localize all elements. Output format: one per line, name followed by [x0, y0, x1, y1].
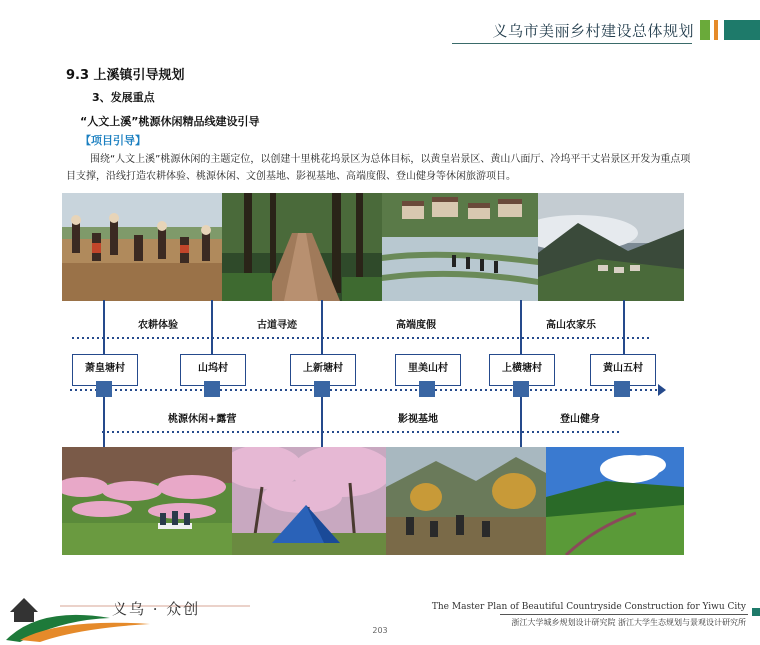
village-box: 上新塘村 [290, 354, 356, 386]
footer-institutes: 浙江大学城乡规划设计研究院 浙江大学生态规划与景观设计研究所 [511, 618, 746, 627]
connector-line [623, 300, 625, 354]
connector-line [103, 397, 105, 448]
bottom-category-label: 登山健身 [560, 414, 600, 425]
connector-line [321, 397, 323, 448]
connector-line [321, 300, 323, 354]
route-node [314, 381, 330, 397]
village-box: 上横塘村 [489, 354, 555, 386]
tourism-route-diagram [62, 300, 684, 448]
page-number: 203 [372, 626, 388, 635]
header-orange-block [714, 20, 718, 40]
project-title: “人文上溪”桃源休闲精品线建设引导 [80, 115, 260, 128]
top-category-label: 农耕体验 [138, 320, 178, 331]
village-box: 山坞村 [180, 354, 246, 386]
connector-line [211, 300, 213, 354]
header-teal-block [724, 20, 760, 40]
farming-experience-photo [62, 193, 222, 301]
village-box: 萧皇塘村 [72, 354, 138, 386]
connector-line [103, 300, 105, 354]
document-title: 义乌市美丽乡村建设总体规划 [492, 22, 694, 40]
route-node [614, 381, 630, 397]
village-box: 黄山五村 [590, 354, 656, 386]
bottom-category-label: 影视基地 [398, 414, 438, 425]
logo-text: 义乌 · 众创 [112, 600, 201, 618]
village-box: 里美山村 [395, 354, 461, 386]
route-node [204, 381, 220, 397]
header-green-block [700, 20, 710, 40]
film-base-photo [386, 447, 546, 555]
footer-rule [500, 614, 748, 615]
camping-photo [232, 447, 386, 555]
top-category-label: 高端度假 [396, 320, 436, 331]
route-node [96, 381, 112, 397]
hiking-photo [546, 447, 684, 555]
subsection-title: 3、发展重点 [92, 91, 155, 104]
connector-line [520, 300, 522, 354]
connector-line [520, 397, 522, 448]
header-rule [452, 43, 692, 44]
route-node [513, 381, 529, 397]
mountain-village-photo [538, 193, 684, 301]
top-category-label: 高山农家乐 [546, 320, 596, 331]
terraced-village-photo [382, 193, 538, 301]
project-guidance-tag: 【项目引导】 [80, 134, 146, 147]
top-category-label: 古道寻迹 [257, 320, 297, 331]
footer-english-title: The Master Plan of Beautiful Countryside Construction for Yiwu City [431, 602, 746, 612]
route-node [419, 381, 435, 397]
section-title: 9.3 上溪镇引导规划 [66, 68, 185, 83]
footer-teal-square [752, 608, 760, 616]
ancient-path-photo [222, 193, 382, 301]
peach-blossom-photo [62, 447, 232, 555]
bottom-category-label: 桃源休闲+露营 [168, 414, 237, 425]
project-description: 围绕“人文上溪”桃源休闲的主题定位，以创建十里桃花坞景区为总体目标，以黄皇岩景区、黄山八面厅、冷坞平干丈岩景区开发为重点项目支撑，沿线打造农耕体验、桃源休闲、文创基地、影视基地、高端度假、登山健身等休闲旅游项目。 [66, 154, 691, 182]
